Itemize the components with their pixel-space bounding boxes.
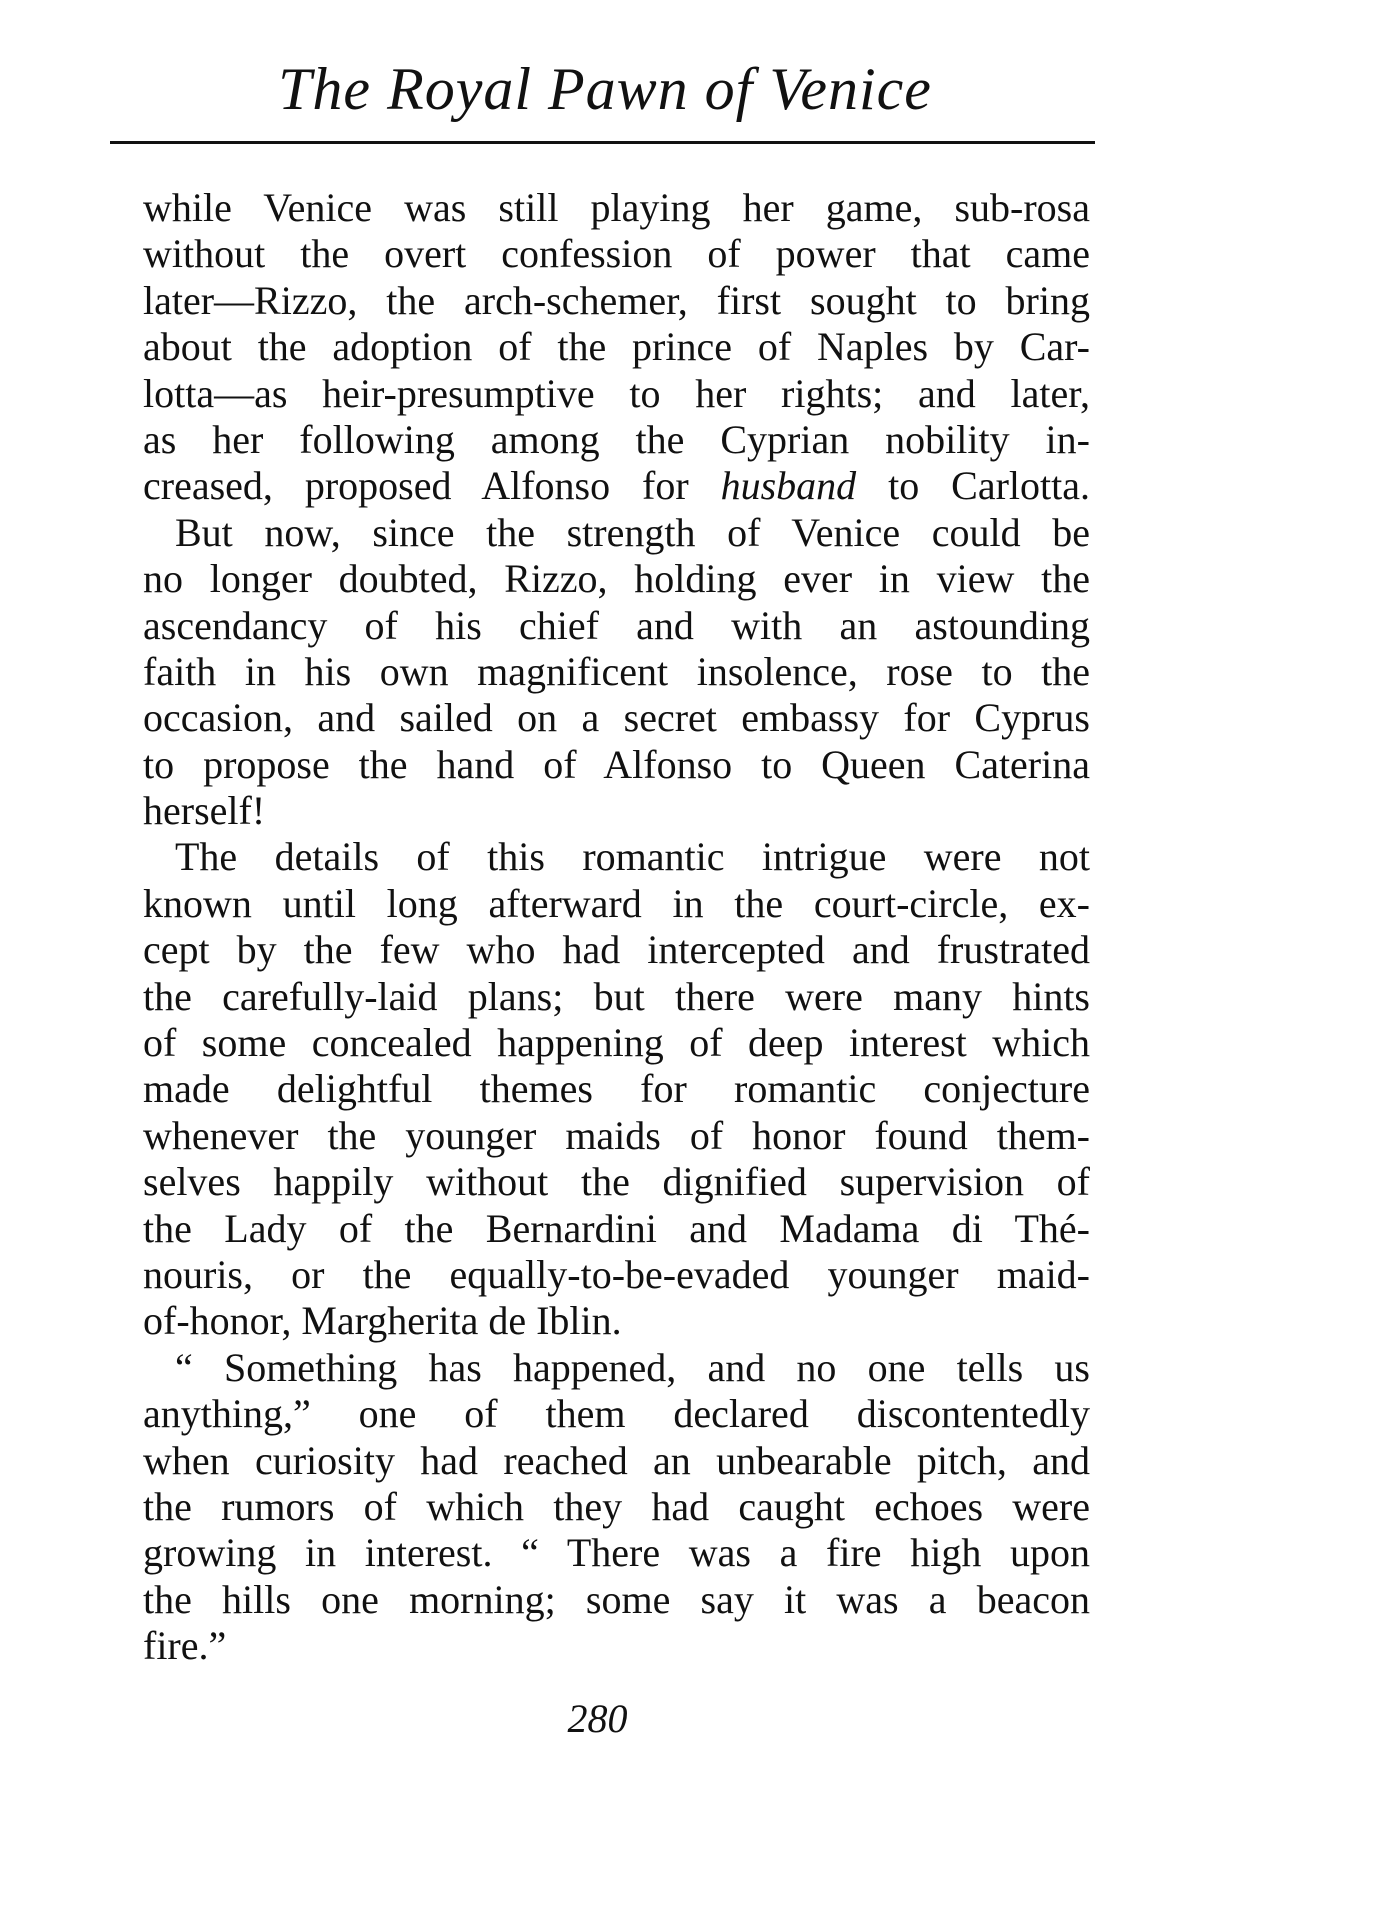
- text-line: later—Rizzo, the arch-schemer, first sought to bring: [143, 277, 1090, 323]
- text-line: selves happily without the dignified supervision of: [143, 1159, 1090, 1205]
- text-line: the rumors of which they had caught echoes were: [143, 1483, 1090, 1529]
- text-line: fire.”: [143, 1623, 227, 1669]
- text-line: of-honor, Margherita de Iblin.: [143, 1298, 622, 1344]
- text-line: no longer doubted, Rizzo, holding ever in view the: [143, 556, 1090, 602]
- text-line: creased, proposed Alfonso for husband to Carlotta.: [143, 463, 1090, 509]
- text-line: herself!: [143, 788, 266, 834]
- body-text: [143, 185, 1090, 1670]
- text-line: to propose the hand of Alfonso to Queen Caterina: [143, 741, 1090, 787]
- header-rule: [110, 141, 1095, 144]
- text-line: when curiosity had reached an unbearable pitch, and: [143, 1437, 1090, 1483]
- text-line: faith in his own magnificent insolence, rose to the: [143, 648, 1090, 694]
- page-number: 280: [567, 1696, 628, 1741]
- running-title: The Royal Pawn of Venice: [278, 56, 932, 122]
- text-line: the hills one morning; some say it was a beacon: [143, 1576, 1090, 1622]
- text-line: “ Something has happened, and no one tells us: [175, 1344, 1090, 1390]
- text-line: cept by the few who had intercepted and frustrated: [143, 927, 1090, 973]
- text-line: anything,” one of them declared discontentedly: [143, 1391, 1090, 1437]
- text-line: the Lady of the Bernardini and Madama di Thé-: [143, 1205, 1090, 1251]
- text-line: as her following among the Cyprian nobility in-: [143, 416, 1090, 462]
- text-line: whenever the younger maids of honor found them-: [143, 1112, 1090, 1158]
- text-line: without the overt confession of power that came: [143, 231, 1090, 277]
- text-line: about the adoption of the prince of Naples by Car-: [143, 324, 1090, 370]
- text-line: made delightful themes for romantic conjecture: [143, 1066, 1090, 1112]
- text-line: nouris, or the equally-to-be-evaded younger maid-: [143, 1251, 1090, 1297]
- text-line: the carefully-laid plans; but there were many hints: [143, 973, 1090, 1019]
- text-line: known until long afterward in the court-circle, ex-: [143, 880, 1090, 926]
- text-line: But now, since the strength of Venice could be: [175, 509, 1090, 555]
- text-line: occasion, and sailed on a secret embassy for Cyprus: [143, 695, 1090, 741]
- text-line: of some concealed happening of deep interest which: [143, 1020, 1090, 1066]
- text-line: ascendancy of his chief and with an astounding: [143, 602, 1090, 648]
- text-line: The details of this romantic intrigue were not: [175, 834, 1090, 880]
- text-line: while Venice was still playing her game, sub-rosa: [143, 185, 1090, 230]
- text-line: growing in interest. “ There was a fire high upon: [143, 1530, 1090, 1576]
- text-line: lotta—as heir-presumptive to her rights; and later,: [143, 370, 1090, 416]
